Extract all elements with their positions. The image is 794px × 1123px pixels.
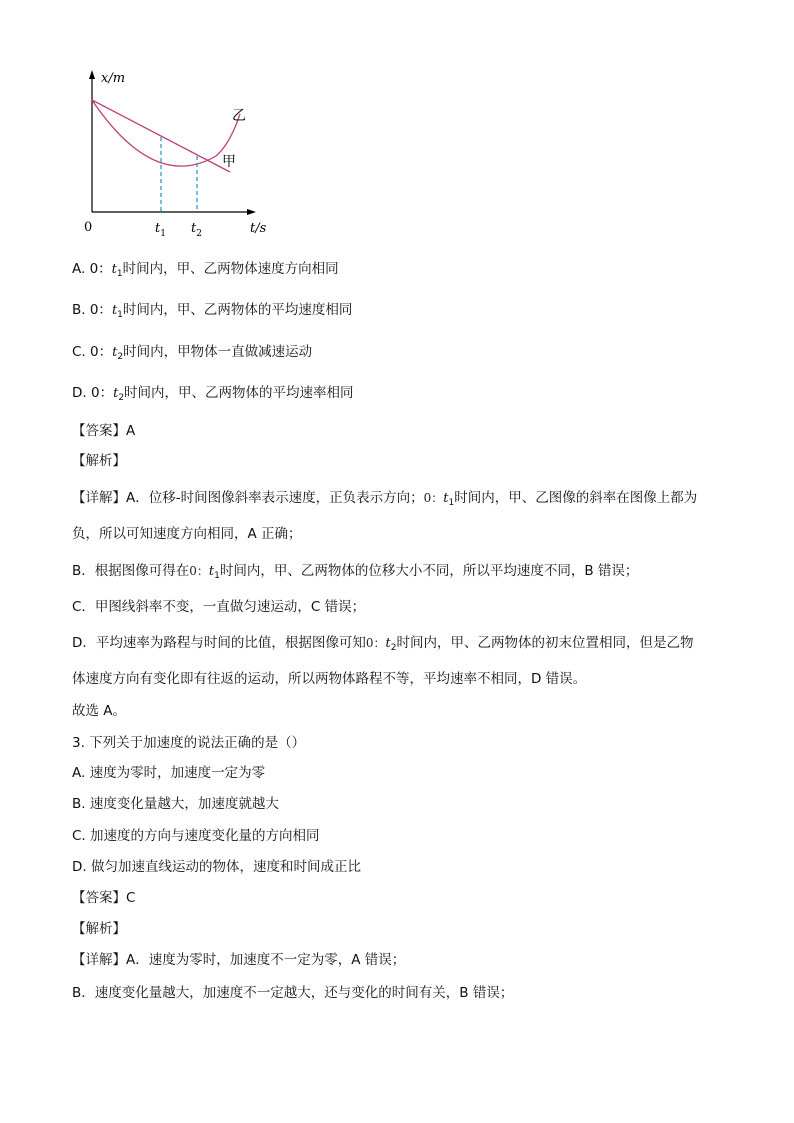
q2-option-c: C. 0：$t_2$时间内，甲物体一直做减速运动 [72, 344, 313, 362]
curve-yi-label: 乙 [232, 108, 246, 124]
q3-option-a: A. 速度为零时，加速度一定为零 [72, 765, 266, 781]
q2-answer: 【答案】A [72, 423, 136, 439]
q3-question: 3. 下列关于加速度的说法正确的是（） [72, 735, 306, 751]
q2-conclusion: 故选 A。 [72, 703, 127, 719]
q2-detail-c: C．甲图线斜率不变，一直做匀速运动，C 错误； [72, 599, 366, 615]
q2-detail-a-line1: 【详解】A．位移-时间图像斜率表示速度，正负表示方向；0：$t_1$时间内，甲、乙图像的斜率在图像上都为 [72, 490, 698, 508]
q3-option-b: B. 速度变化量越大，加速度就越大 [72, 796, 279, 812]
x-axis-arrow [247, 209, 256, 215]
q3-analysis-heading: 【解析】 [72, 921, 126, 937]
q3-option-d: D. 做匀加速直线运动的物体，速度和时间成正比 [72, 859, 361, 875]
q2-analysis-heading: 【解析】 [72, 453, 126, 469]
q2-detail-b: B．根据图像可得在0：$t_1$时间内，甲、乙两物体的位移大小不同，所以平均速度不同，B 错误； [72, 563, 639, 581]
q3-detail-a: 【详解】A．速度为零时，加速度不一定为零，A 错误； [72, 952, 406, 968]
x-axis-label: t/s [250, 221, 267, 236]
q3-answer: 【答案】C [72, 890, 136, 906]
q3-detail-b: B．速度变化量越大，加速度不一定越大，还与变化的时间有关，B 错误； [72, 985, 514, 1001]
q2-detail-d-line1: D．平均速率为路程与时间的比值，根据图像可知0：$t_2$时间内，甲、乙两物体的初末位置相同，但是乙物 [72, 635, 694, 653]
q2-option-b: B. 0：$t_1$时间内，甲、乙两物体的平均速度相同 [72, 302, 353, 320]
y-axis-arrow [89, 70, 95, 79]
q2-detail-d-line2: 体速度方向有变化即有往返的运动，所以两物体路程不等，平均速率不相同，D 错误。 [72, 671, 587, 687]
q2-option-d: D. 0：$t_2$时间内，甲、乙两物体的平均速率相同 [72, 385, 354, 403]
curve-yi [92, 100, 240, 166]
y-axis-label: x/m [101, 71, 126, 86]
xt-graph [80, 62, 280, 242]
q2-option-a: A. 0：$t_1$时间内，甲、乙两物体速度方向相同 [72, 261, 339, 279]
t2-label: $t_2$ [191, 221, 202, 239]
q2-detail-a-line2: 负，所以可知速度方向相同，A 正确； [72, 526, 302, 542]
t1-label: $t_1$ [155, 221, 166, 239]
line-jia-label: 甲 [222, 154, 236, 170]
q3-option-c: C. 加速度的方向与速度变化量的方向相同 [72, 828, 320, 844]
origin-label: 0 [84, 220, 93, 235]
